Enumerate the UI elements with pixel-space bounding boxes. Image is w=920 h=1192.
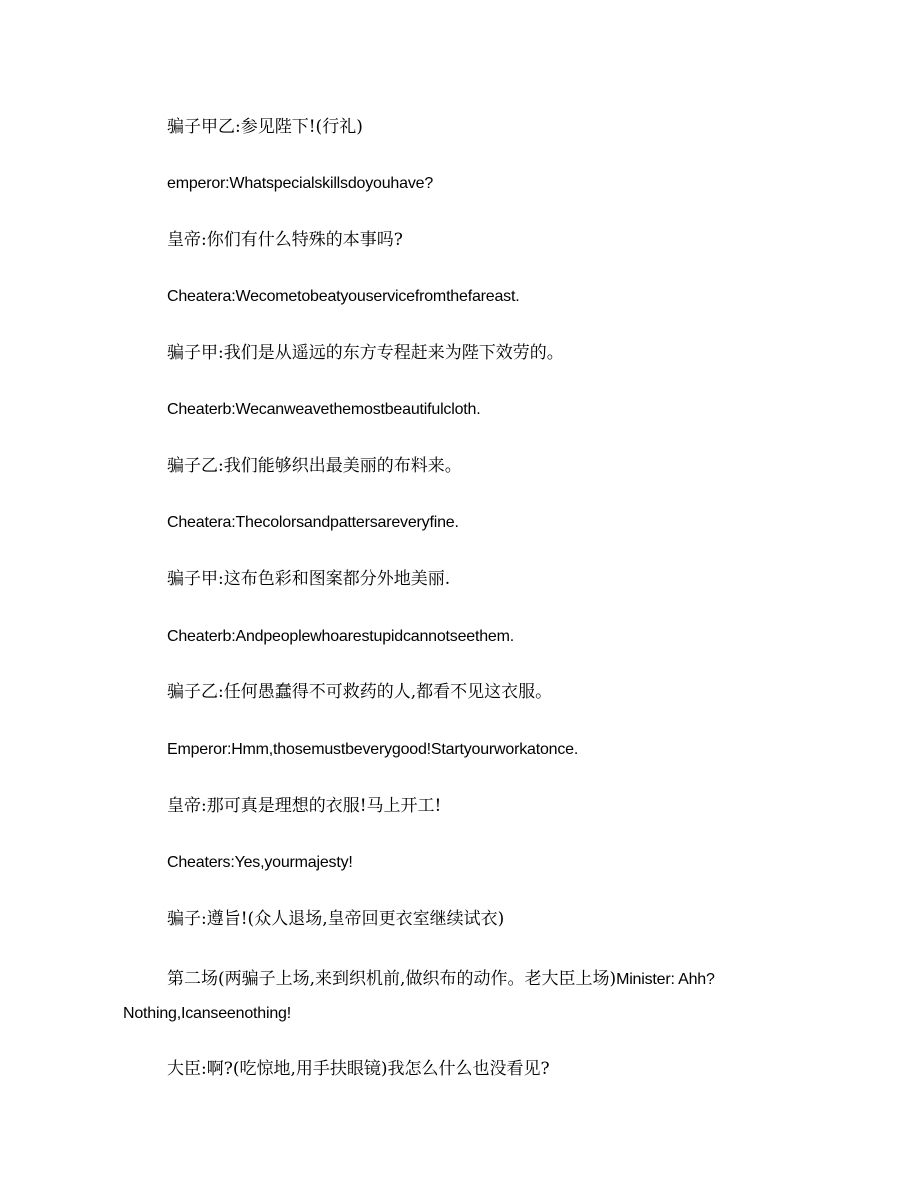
dialogue-line: Cheatera:Wecometobeatyouservicefromthefareast. [167, 288, 520, 305]
dialogue-line: Cheaters:Yes,yourmajesty! [167, 854, 353, 871]
dialogue-line: 骗子甲:我们是从遥远的东方专程赶来为陛下效劳的。 [167, 343, 564, 363]
scene-two-minister-line: Minister: Ahh?Nothing,Icanseenothing! [123, 971, 715, 1022]
dialogue-line: 骗子甲乙:参见陛下!(行礼) [167, 117, 363, 137]
dialogue-line: emperor:Whatspecialskillsdoyouhave? [167, 175, 434, 192]
dialogue-line: 骗子乙:我们能够织出最美丽的布料来。 [167, 456, 462, 476]
scene-two-stage-direction: 第二场(两骗子上场,来到织机前,做织布的动作。老大臣上场) [167, 969, 617, 989]
dialogue-line: Cheaterb:Wecanweavethemostbeautifulcloth. [167, 401, 481, 418]
dialogue-line: 骗子甲:这布色彩和图案都分外地美丽. [167, 569, 451, 589]
dialogue-line: 皇帝:你们有什么特殊的本事吗? [167, 230, 403, 250]
dialogue-line: 皇帝:那可真是理想的衣服!马上开工! [167, 796, 442, 816]
dialogue-line: 骗子:遵旨!(众人退场,皇帝回更衣室继续试衣) [167, 909, 505, 929]
dialogue-line: Emperor:Hmm,thosemustbeverygood!Startyourworkatonce. [167, 741, 579, 758]
dialogue-line: Cheaterb:Andpeoplewhoarestupidcannotseethem. [167, 628, 515, 645]
dialogue-line: 大臣:啊?(吃惊地,用手扶眼镜)我怎么什么也没看见? [167, 1059, 550, 1079]
scene-two-paragraph [123, 962, 743, 1031]
dialogue-line: 骗子乙:任何愚蠢得不可救药的人,都看不见这衣服。 [167, 682, 553, 702]
dialogue-line: Cheatera:Thecolorsandpattersareveryfine. [167, 514, 459, 531]
